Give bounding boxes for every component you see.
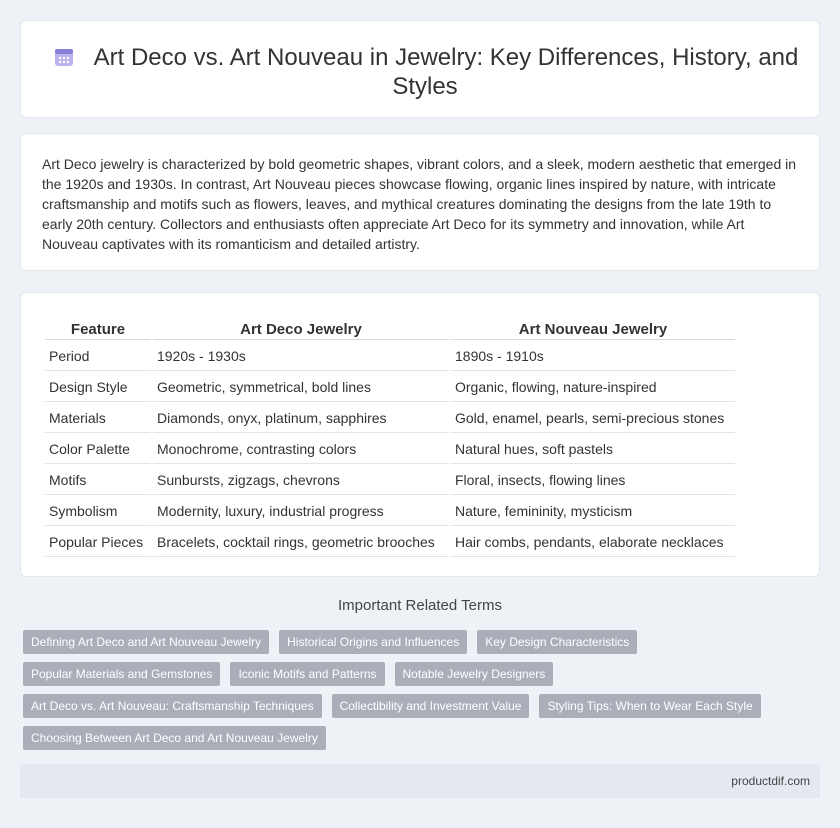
table-row <box>45 404 735 433</box>
art-nouveau-cell: Nature, femininity, mysticism <box>451 497 735 526</box>
page-title-wrap <box>51 43 799 101</box>
comparison-table <box>43 316 737 559</box>
art-nouveau-cell: 1890s - 1910s <box>451 342 735 371</box>
footer <box>20 764 820 798</box>
art-deco-cell: Monochrome, contrasting colors <box>153 435 449 464</box>
art-deco-cell: Modernity, luxury, industrial progress <box>153 497 449 526</box>
art-nouveau-cell: Organic, flowing, nature-inspired <box>451 373 735 402</box>
related-term-tag[interactable]: Key Design Characteristics <box>477 630 637 654</box>
table-row <box>45 466 735 495</box>
art-deco-cell: Geometric, symmetrical, bold lines <box>153 373 449 402</box>
art-nouveau-cell: Hair combs, pendants, elaborate necklaces <box>451 528 735 557</box>
comparison-table-card <box>20 292 820 577</box>
feature-cell: Color Palette <box>45 435 151 464</box>
feature-cell: Materials <box>45 404 151 433</box>
feature-cell: Period <box>45 342 151 371</box>
related-term-tag[interactable]: Popular Materials and Gemstones <box>23 662 220 686</box>
feature-cell: Symbolism <box>45 497 151 526</box>
related-term-tag[interactable]: Art Deco vs. Art Nouveau: Craftsmanship Techniques <box>23 694 322 718</box>
related-tags-row-1 <box>23 630 637 654</box>
table-row <box>45 528 735 557</box>
related-tags-row-4 <box>23 726 326 750</box>
related-terms-title: Important Related Terms <box>338 597 502 614</box>
art-deco-cell: Diamonds, onyx, platinum, sapphires <box>153 404 449 433</box>
art-deco-cell: 1920s - 1930s <box>153 342 449 371</box>
header-feature: Feature <box>45 318 151 340</box>
related-term-tag[interactable]: Defining Art Deco and Art Nouveau Jewelry <box>23 630 269 654</box>
related-term-tag[interactable]: Choosing Between Art Deco and Art Nouveau Jewelry <box>23 726 326 750</box>
feature-cell: Popular Pieces <box>45 528 151 557</box>
table-header-row <box>45 318 735 340</box>
art-nouveau-cell: Gold, enamel, pearls, semi-precious stones <box>451 404 735 433</box>
related-term-tag[interactable]: Notable Jewelry Designers <box>395 662 554 686</box>
table-row <box>45 342 735 371</box>
related-term-tag[interactable]: Historical Origins and Influences <box>279 630 467 654</box>
related-tags-row-3 <box>23 694 761 718</box>
art-deco-cell: Bracelets, cocktail rings, geometric brooches <box>153 528 449 557</box>
header-art-deco: Art Deco Jewelry <box>153 318 449 340</box>
header-art-nouveau: Art Nouveau Jewelry <box>451 318 735 340</box>
header-card <box>20 20 820 118</box>
art-deco-cell: Sunbursts, zigzags, chevrons <box>153 466 449 495</box>
table-row <box>45 373 735 402</box>
related-term-tag[interactable]: Iconic Motifs and Patterns <box>230 662 384 686</box>
related-term-tag[interactable]: Styling Tips: When to Wear Each Style <box>539 694 760 718</box>
intro-card <box>20 133 820 271</box>
footer-site-link[interactable]: productdif.com <box>731 774 810 788</box>
table-row <box>45 497 735 526</box>
feature-cell: Motifs <box>45 466 151 495</box>
feature-cell: Design Style <box>45 373 151 402</box>
table-row <box>45 435 735 464</box>
related-tags-row-2 <box>23 662 553 686</box>
art-nouveau-cell: Natural hues, soft pastels <box>451 435 735 464</box>
page-title: Art Deco vs. Art Nouveau in Jewelry: Key Differences, History, and Styles <box>93 44 799 100</box>
calendar-icon <box>52 45 76 69</box>
art-nouveau-cell: Floral, insects, flowing lines <box>451 466 735 495</box>
intro-paragraph: Art Deco jewelry is characterized by bold geometric shapes, vibrant colors, and a sleek, modern aesthetic that emerged in the 1920s and 1930s. In contrast, Art Nouveau pieces showcase flowing, organic lines inspired by nature, with intricate craftsmanship and motifs such as flowers, leaves, and mythical creatures dominating the designs from the late 19th to early 20th century. Collectors and enthusiasts often appreciate Art Deco for its symmetry and innovation, while Art Nouveau captivates with its romanticism and detailed artistry. <box>42 156 797 252</box>
related-term-tag[interactable]: Collectibility and Investment Value <box>332 694 530 718</box>
